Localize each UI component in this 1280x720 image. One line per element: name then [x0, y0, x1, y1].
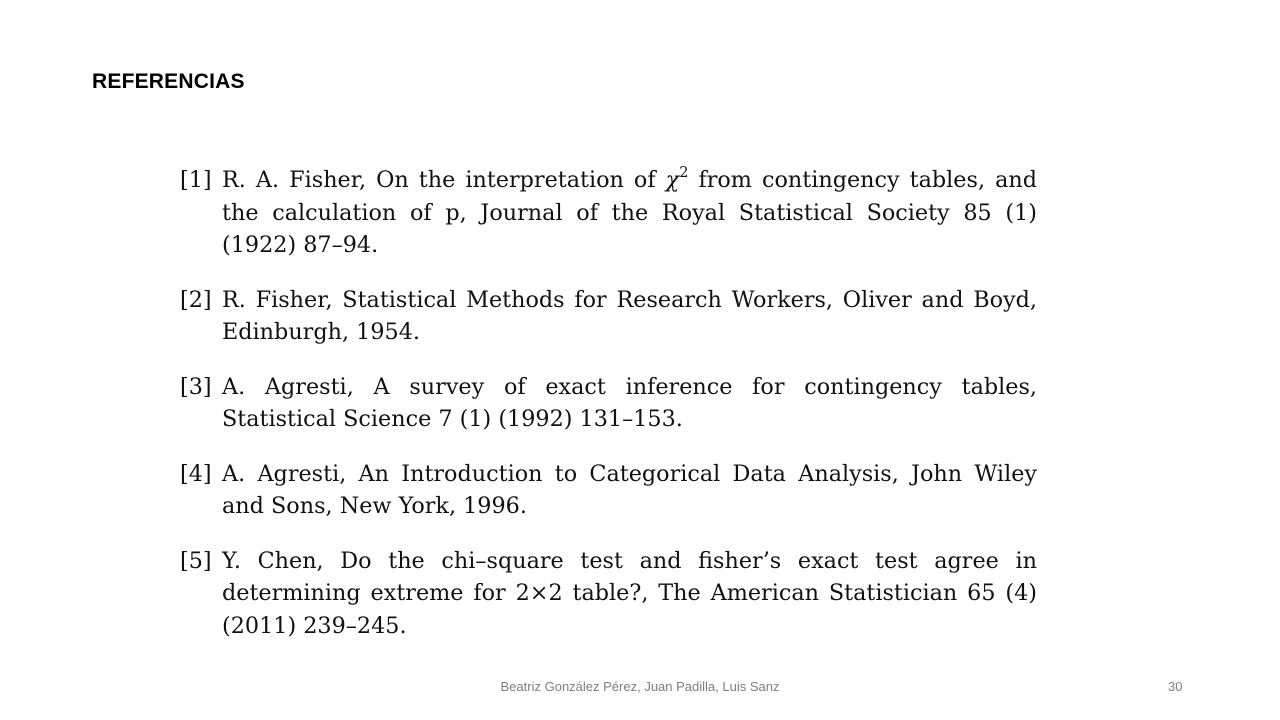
reference-item	[180, 164, 1037, 262]
reference-number: [4]	[180, 460, 212, 487]
reference-number: [3]	[180, 373, 212, 400]
reference-item	[180, 545, 1037, 643]
page-number: 30	[1168, 679, 1183, 694]
reference-item	[180, 371, 1037, 436]
reference-item	[180, 284, 1037, 349]
reference-text: R. Fisher, Statistical Methods for Research Workers, Oliver and Boyd, Edinburgh, 1954.	[222, 286, 1037, 345]
footer-authors: Beatriz González Pérez, Juan Padilla, Luis Sanz	[500, 679, 780, 694]
reference-text: Y. Chen, Do the chi–square test and fisher’s exact test agree in determining extreme for 2×2 table?, The American Statistician 65 (4) (2011) 239–245.	[222, 547, 1037, 639]
reference-number: [2]	[180, 286, 212, 313]
slide-title: REFERENCIAS	[92, 70, 245, 93]
reference-text: A. Agresti, An Introduction to Categorical Data Analysis, John Wiley and Sons, New York, 1996.	[222, 460, 1037, 519]
reference-number: [5]	[180, 547, 212, 574]
reference-item	[180, 458, 1037, 523]
reference-text: R. A. Fisher, On the interpretation of $\chi^2$ from contingency tables, and the calculation of p, Journal of the Royal Statistical Society 85 (1) (1922) 87–94.	[222, 164, 1038, 258]
references-list	[180, 164, 1050, 664]
reference-number: [1]	[180, 167, 212, 193]
reference-text: A. Agresti, A survey of exact inference for contingency tables, Statistical Science 7 (1) (1992) 131–153.	[222, 373, 1037, 432]
